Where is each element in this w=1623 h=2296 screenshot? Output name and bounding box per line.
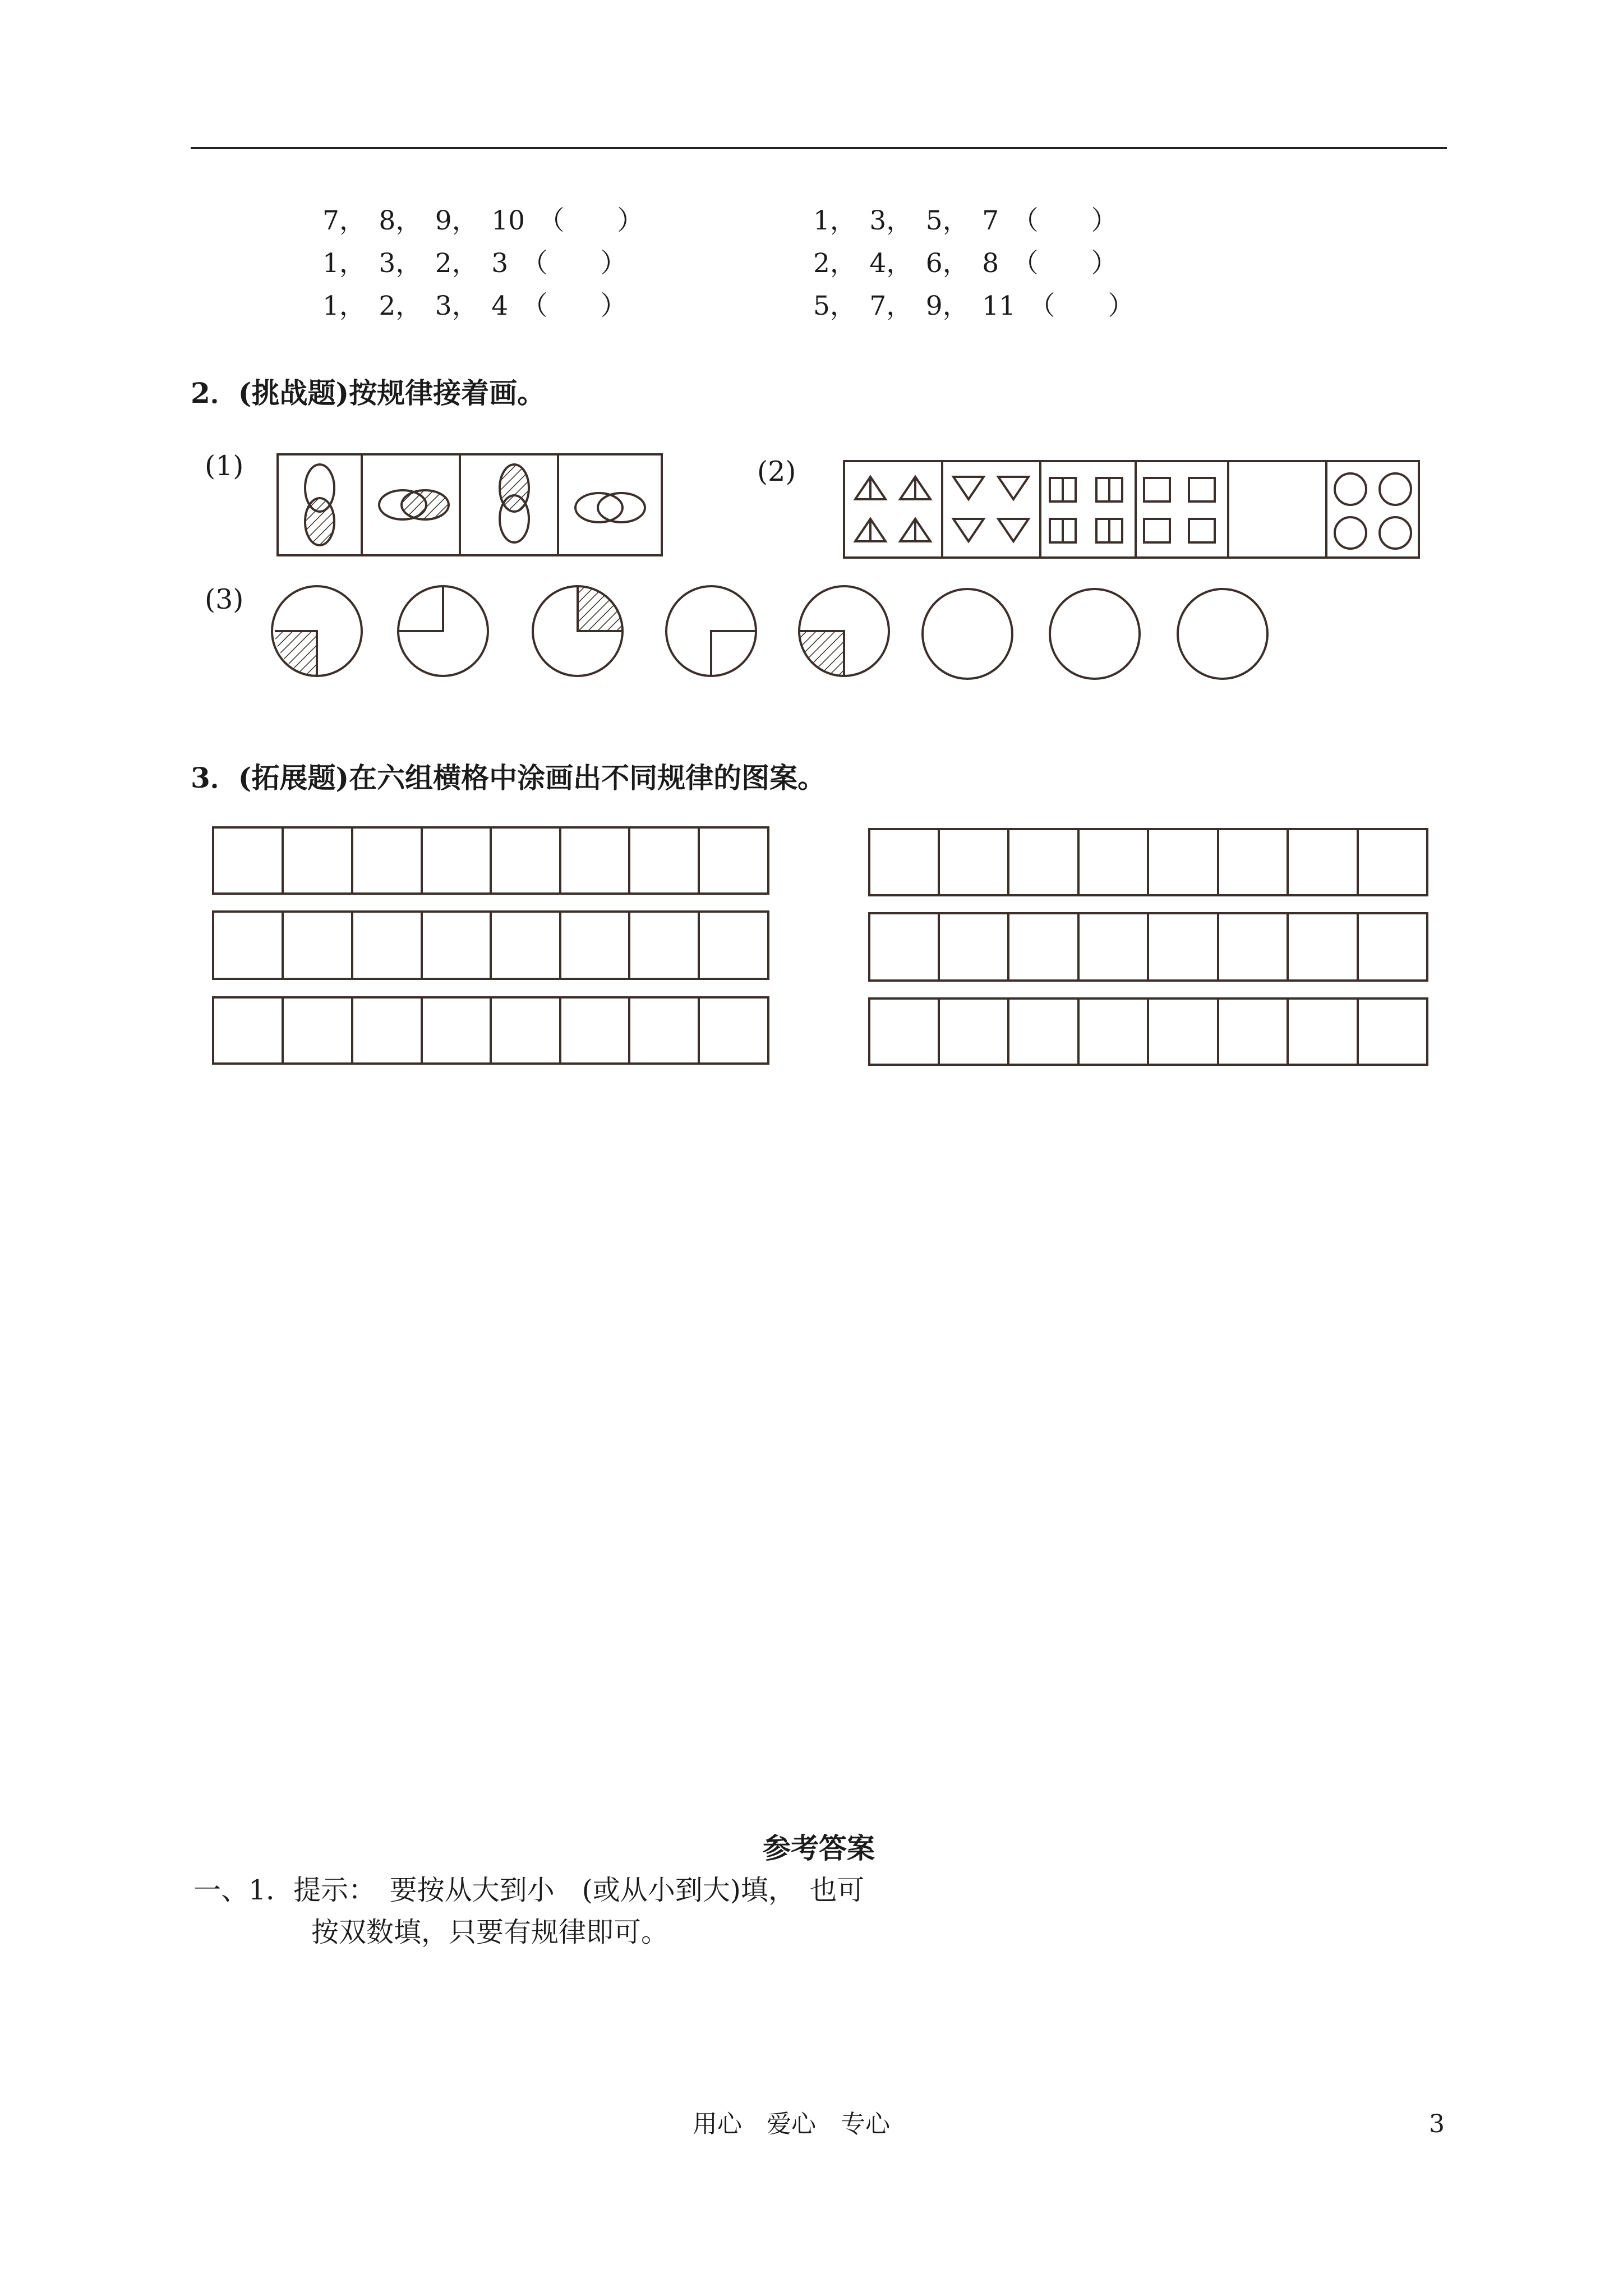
pattern-2-cell-6	[1335, 473, 1411, 549]
sequence-right-2: 2， 4， 6， 8 （ ）	[813, 248, 1118, 279]
pattern-2-cell-2	[953, 477, 1029, 541]
q2-title: 2．(挑战题)按规律接着画。	[191, 376, 546, 409]
grid-row-right-1	[869, 829, 1427, 895]
circle-5	[799, 586, 889, 676]
answer-line-1: 一、1．提示： 要按从大到小 (或从小到大)填， 也可	[193, 1874, 865, 1906]
grid-row-left-2	[213, 912, 768, 979]
circle-1	[272, 586, 362, 676]
pattern-2-strip	[844, 461, 1419, 558]
grid-row-left-3	[213, 997, 768, 1064]
q2-label-3: (3)	[205, 583, 244, 615]
pattern-1-strip	[278, 454, 662, 555]
answer-title: 参考答案	[763, 1832, 875, 1865]
circle-2	[398, 586, 488, 676]
pattern-1-cell-4	[575, 493, 645, 522]
circle-7	[1050, 589, 1140, 679]
q2-label-1: (1)	[205, 450, 244, 482]
sequence-left-2: 1， 3， 2， 3 （ ）	[322, 248, 627, 279]
pattern-2-cell-1	[855, 477, 930, 541]
pattern-3-circles	[272, 586, 1267, 679]
pattern-1-cell-1	[305, 464, 334, 545]
grid-row-right-3	[869, 999, 1427, 1065]
q3-title: 3．(拓展题)在六组横格中涂画出不同规律的图案。	[191, 761, 826, 794]
page-number: 3	[1429, 2110, 1445, 2138]
circle-6	[923, 589, 1012, 679]
pattern-1-cell-2	[379, 490, 449, 519]
q3-grid-left	[213, 827, 768, 1064]
sequence-left-1: 7， 8， 9， 10 （ ）	[322, 205, 644, 236]
circle-3	[533, 586, 623, 676]
circle-4	[666, 586, 756, 676]
sequence-right-1: 1， 3， 5， 7 （ ）	[813, 205, 1118, 236]
pattern-1-cell-3	[500, 464, 529, 542]
sequence-right-3: 5， 7， 9， 11 （ ）	[813, 291, 1135, 321]
footer-motto: 用心 爱心 专心	[693, 2110, 890, 2138]
q2-label-2: (2)	[757, 455, 796, 487]
grid-row-right-2	[869, 913, 1427, 981]
pattern-2-cell-3	[1050, 478, 1122, 542]
answer-line-2: 按双数填，只要有规律即可。	[311, 1916, 669, 1948]
sequence-left-3: 1， 2， 3， 4 （ ）	[322, 291, 627, 321]
grid-row-left-1	[213, 827, 768, 894]
circle-8	[1178, 589, 1267, 679]
q3-grid-right	[869, 829, 1427, 1065]
pattern-2-cell-4	[1144, 478, 1215, 542]
